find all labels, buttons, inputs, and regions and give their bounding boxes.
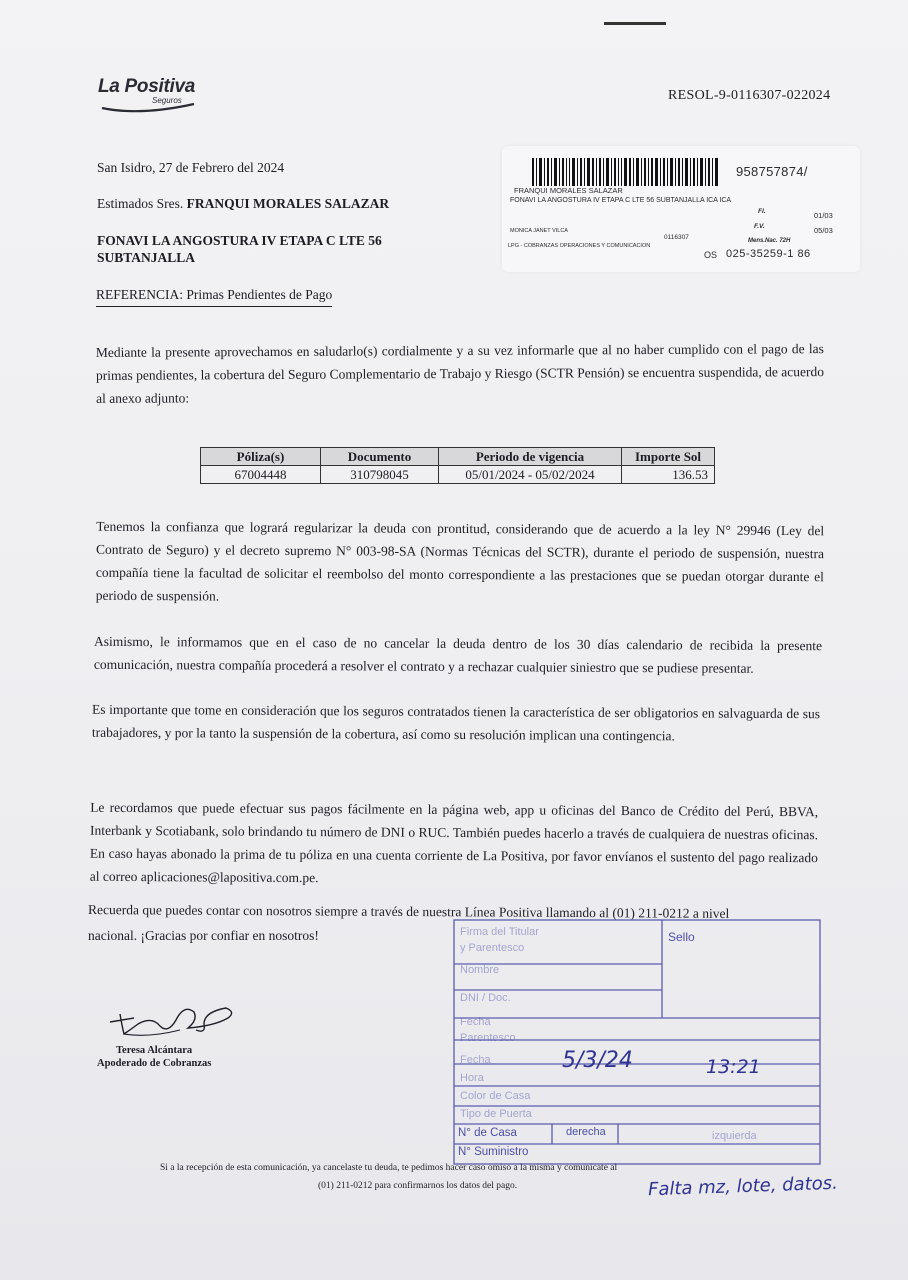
- stamp-field: y Parentesco: [460, 942, 525, 954]
- paragraph-6-line-1: Recuerda que puedes contar con nosotros siempre a través de nuestra Línea Positiva llamando al (01) 211-0212 a nivel: [87, 902, 730, 921]
- table-header: Documento: [321, 448, 439, 466]
- paragraph-1: Mediante la presente aprovechamos en saludarlo(s) cordialmente y a su vez informarle que al no haber cumplido con el pago de las primas pendientes, la cobertura del Seguro Complementario de Trabajo y Riesgo (SCTR Pensión) se encuentra suspendida, de acuerdo al anexo adjunto:: [95, 341, 825, 406]
- top-mark-line: [604, 22, 666, 25]
- table-header: Póliza(s): [201, 448, 321, 466]
- paragraph-4: Es importante que tome en consideración que los seguros contratados tienen la característica de ser obligatorios en salvaguarda de sus trabajadores, y por la tanto la suspensión de la cobertura, así como su resolución implican una contingencia.: [91, 701, 821, 744]
- table-cell: 67004448: [201, 466, 321, 484]
- table-row: [201, 466, 715, 484]
- stamp-field: Color de Casa: [460, 1090, 531, 1102]
- reference-code: RESOL-9-0116307-022024: [668, 88, 831, 103]
- label-fv-value: 05/03: [814, 226, 833, 235]
- label-os-label: OS: [704, 250, 718, 260]
- company-logo-sub: Seguros: [152, 96, 182, 105]
- label-fv-label: F.V.: [754, 223, 765, 230]
- company-logo: La Positiva: [98, 76, 196, 97]
- stamp-field: N° Suministro: [458, 1146, 529, 1158]
- stamp-field: Hora: [460, 1072, 484, 1084]
- label-mens: Mens.Nac. 72H: [748, 238, 791, 244]
- label-dept: LPG - COBRANZAS OPERACIONES Y COMUNICACION: [508, 243, 651, 249]
- stamp-field: Parentesco: [460, 1032, 516, 1044]
- reference-line: REFERENCIA: Primas Pendientes de Pago: [96, 287, 332, 307]
- stamp-sello: Sello: [668, 930, 695, 944]
- policy-table: [200, 447, 715, 484]
- stamp-field: derecha: [566, 1126, 606, 1138]
- table-cell: 136.53: [622, 466, 715, 484]
- label-agent: MONICA JANET VILCA: [510, 228, 568, 234]
- mailing-label: [502, 146, 860, 272]
- handwritten-time: 13:21: [706, 1056, 761, 1078]
- footer-line-1: Si a la recepción de esta comunicación, ya cancelaste tu deuda, te pedimos hacer caso omiso a la misma y comunícate al: [160, 1163, 618, 1173]
- label-os-number: 025-35259-1 86: [726, 248, 811, 260]
- label-name: FRANQUI MORALES SALAZAR: [514, 186, 623, 195]
- paragraph-5: Le recordamos que puede efectuar sus pagos fácilmente en la página web, app u oficinas del Banco de Crédito del Perú, BBVA, Interbank y Scotiabank, solo brindando tu número de DNI o RUC. También puedes hacerlo a través de cualquiera de nuestras oficinas. En caso hayas abonado la prima de tu póliza en una cuenta corriente de La Positiva, por favor envíanos el sustento del pago realizado al correo aplicaciones@lapositiva.com.pe.: [89, 799, 819, 886]
- table-header-row: [201, 448, 715, 466]
- stamp-field: Firma del Titular: [460, 926, 539, 938]
- table-header: Importe Sol: [622, 448, 715, 466]
- stamp-field: Fecha: [460, 1054, 491, 1066]
- logo-swoosh-icon: [100, 100, 196, 114]
- table-header: Periodo de vigencia: [439, 448, 622, 466]
- footer-line-2: (01) 211-0212 para confirmarnos los datos del pago.: [318, 1181, 518, 1191]
- label-address: FONAVI LA ANGOSTURA IV ETAPA C LTE 56 SUBTANJALLA ICA ICA: [510, 197, 732, 204]
- stamp-field: Tipo de Puerta: [460, 1108, 532, 1120]
- salutation: [97, 196, 389, 212]
- handwritten-date: 5/3/24: [562, 1048, 633, 1073]
- stamp-field: N° de Casa: [458, 1127, 517, 1139]
- stamp-field: Fecha: [460, 1016, 491, 1028]
- recipient-address-1: FONAVI LA ANGOSTURA IV ETAPA C LTE 56: [97, 233, 382, 248]
- barcode-number: 958757874/: [736, 164, 808, 179]
- signature-icon: [104, 996, 240, 1044]
- table-cell: 310798045: [321, 466, 439, 484]
- paragraph-2: Tenemos la confianza que logrará regularizar la deuda con prontitud, considerando que de acuerdo a la ley N° 29946 (Ley del Contrato de Seguro) y el decreto supremo N° 003-98-SA (Normas Técnicas del SCTR), durante el periodo de suspensión, nuestra compañía tiene la facultad de solicitar el reembolso del monto correspondiente a las prestaciones que se puedan otorgar durante el periodo de suspensión.: [95, 518, 825, 604]
- table-cell: 05/01/2024 - 05/02/2024: [439, 466, 622, 484]
- paragraph-6-line-2: nacional. ¡Gracias por confiar en nosotros!: [88, 928, 319, 943]
- label-fl-label: Fl.: [758, 208, 766, 215]
- label-agent-code: 0116307: [664, 234, 689, 241]
- recipient-address-2: SUBTANJALLA: [97, 250, 196, 265]
- barcode-icon: [532, 158, 718, 186]
- date-line: San Isidro, 27 de Febrero del 2024: [97, 160, 285, 175]
- salutation-prefix: Estimados Sres.: [97, 196, 184, 211]
- stamp-field: DNI / Doc.: [460, 992, 511, 1004]
- recipient-name: FRANQUI MORALES SALAZAR: [186, 196, 390, 211]
- paragraph-3: Asimismo, le informamos que en el caso de no cancelar la deuda dentro de los 30 días calendario de recibida la presente comunicación, nuestra compañía procederá a resolver el contrato y a rechazar cualquier siniestro que se pudiese presentar.: [93, 633, 823, 676]
- stamp-field: Nombre: [460, 964, 500, 976]
- signatory-name: Teresa Alcántara: [116, 1045, 193, 1056]
- stamp-field: izquierda: [712, 1130, 757, 1142]
- handwritten-note: Falta mz, lote, datos.: [647, 1172, 839, 1201]
- label-fl-value: 01/03: [814, 211, 833, 220]
- signatory-title: Apoderado de Cobranzas: [97, 1058, 212, 1069]
